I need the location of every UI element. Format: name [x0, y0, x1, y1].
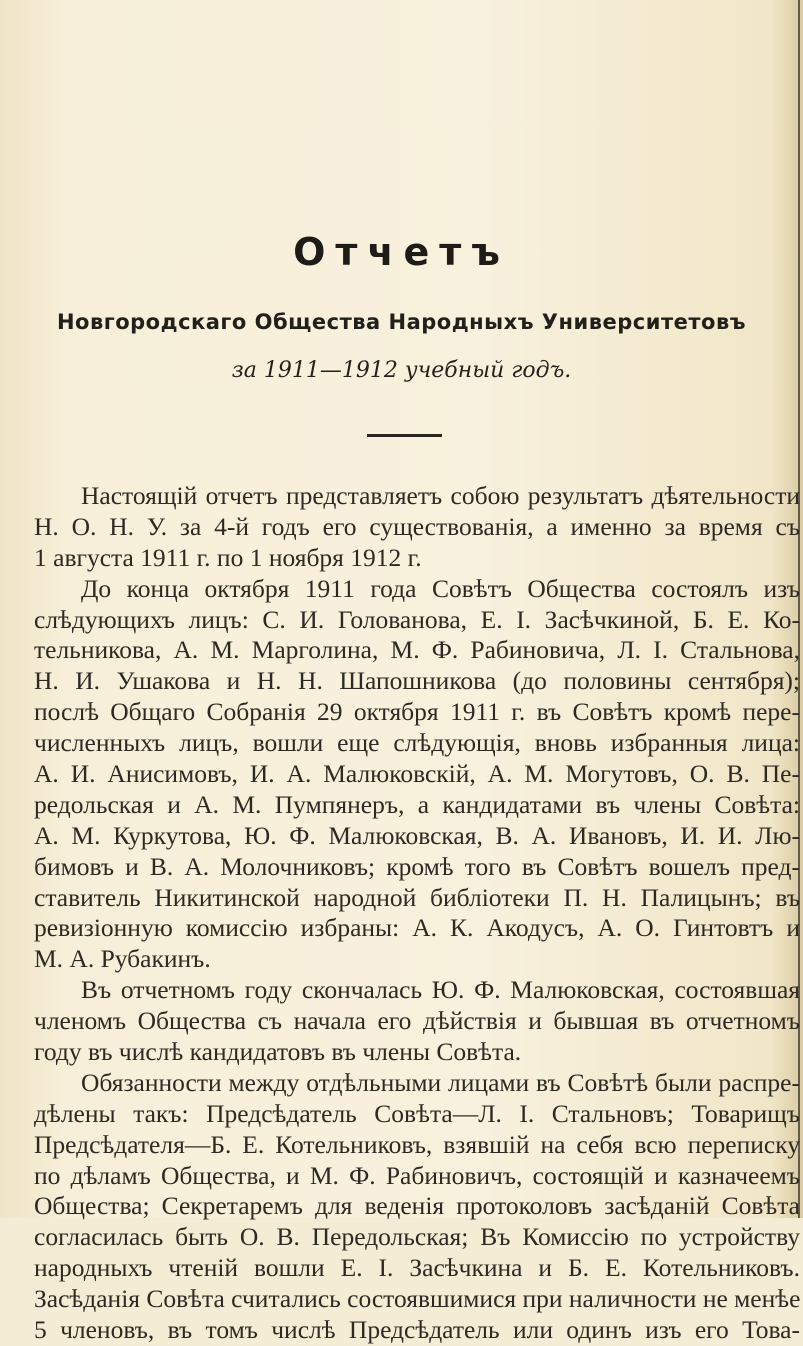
text-line: слѣдующихъ лицъ: С. И. Голованова, Е. І. Засѣчкиной, Б. Е. Ко- [34, 604, 800, 634]
text-line: году въ числѣ кандидатовъ въ члены Совѣта. [34, 1037, 522, 1067]
text-line: Въ отчетномъ году скончалась Ю. Ф. Малюковская, состоявшая [81, 975, 800, 1005]
text-line: До конца октября 1911 года Совѣтъ Общества состоялъ изъ [81, 573, 800, 603]
text-line: ревизіонную комиссію избраны: А. К. Акодусъ, А. О. Гинтовтъ и [34, 913, 800, 943]
text-line: редольская и А. М. Пумпянеръ, а кандидатами въ члены Совѣта: [34, 789, 800, 819]
text-line: ставитель Никитинской народной библіотеки П. Н. Палицынъ; въ [34, 882, 800, 912]
text-line: дѣлены такъ: Предсѣдатель Совѣта—Л. І. Стальновъ; Товарищъ [34, 1098, 800, 1128]
text-line: численныхъ лицъ, вошли еще слѣдующія, вновь избранныя лица: [34, 728, 800, 758]
text-line: А. М. Куркутова, Ю. Ф. Малюковская, В. А. Ивановъ, И. И. Лю- [34, 820, 800, 850]
text-line: Общества; Секретаремъ для веденія протоколовъ засѣданій Совѣта [34, 1191, 800, 1221]
text-line: тельникова, А. М. Марголина, М. Ф. Рабиновича, Л. І. Стальнова, [34, 635, 800, 665]
text-line: М. А. Рубакинъ. [34, 944, 211, 974]
text-line: Н. И. Ушакова и Н. Н. Шапошникова (до половины сентября); [34, 666, 800, 696]
text-line: народныхъ чтеній вошли Е. І. Засѣчкина и Б. Е. Котельниковъ. [34, 1253, 800, 1283]
text-line: А. И. Анисимовъ, И. А. Малюковскій, А. М. Могутовъ, О. В. Пе- [34, 759, 800, 789]
text-line: 1 августа 1911 г. по 1 ноября 1912 г. [34, 542, 422, 572]
report-subtitle: Новгородскаго Общества Народныхъ Университетовъ [56, 310, 747, 334]
text-line: 5 членовъ, въ томъ числѣ Предсѣдатель или одинъ изъ его Това- [34, 1315, 800, 1345]
report-period: за 1911—1912 учебный годъ. [231, 358, 572, 383]
text-line: согласилась быть О. В. Передольская; Въ Комиссію по устройству [34, 1222, 800, 1252]
text-line: Предсѣдателя—Б. Е. Котельниковъ, взявшій на себя всю переписку [34, 1129, 800, 1159]
text-line: Настоящій отчетъ представляетъ собою результатъ дѣятельности [81, 481, 800, 510]
text-line: Засѣданія Совѣта считались состоявшимися при наличности не менѣе [34, 1284, 800, 1314]
text-line: послѣ Общаго Собранія 29 октября 1911 г. въ Совѣтъ кромѣ пере- [34, 697, 800, 727]
report-title: Отчетъ [293, 230, 510, 274]
text-line: по дѣламъ Общества, и М. Ф. Рабиновичъ, состоящій и казначеемъ [34, 1160, 800, 1190]
report-body [34, 481, 800, 1346]
text-line: членомъ Общества съ начала его дѣйствія и бывшая въ отчетномъ [34, 1006, 800, 1036]
title-divider [367, 434, 442, 437]
text-line: бимовъ и В. А. Молочниковъ; кромѣ того въ Совѣтъ вошелъ пред- [34, 851, 800, 881]
text-line: Н. О. Н. У. за 4-й годъ его существованія, а именно за время съ [34, 511, 800, 541]
text-line: Обязанности между отдѣльными лицами въ Совѣтѣ были распре- [81, 1067, 800, 1097]
